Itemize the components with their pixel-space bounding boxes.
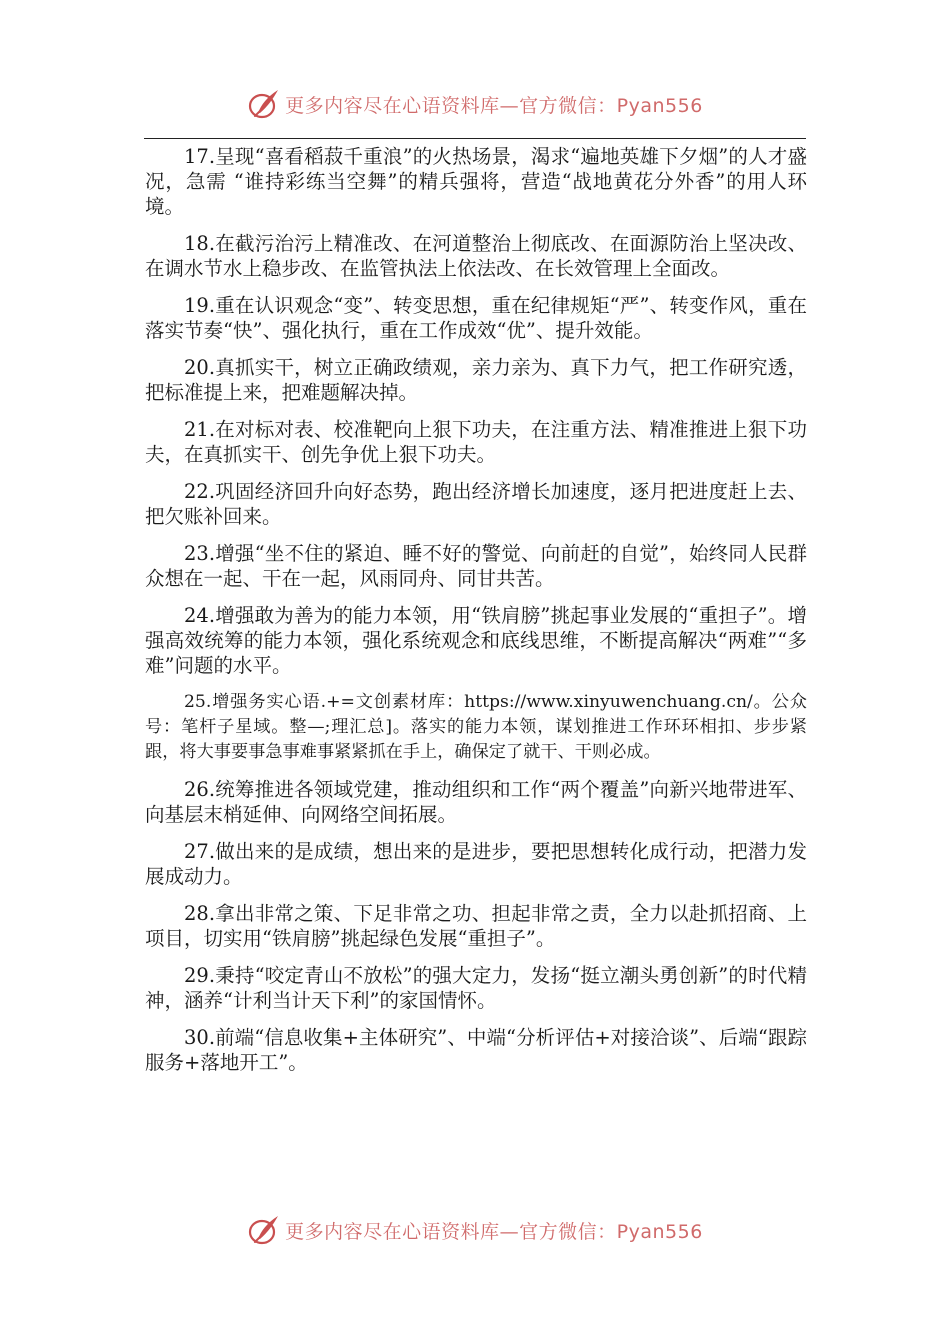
paragraph-19: 19.重在认识观念“变”、转变思想，重在纪律规矩“严”、转变作风，重在落实节奏“快”、强化执行，重在工作成效“优”、提升效能。: [145, 294, 807, 342]
paragraph-21: 21.在对标对表、校准靶向上狠下功夫，在注重方法、精准推进上狠下功夫，在真抓实干、创先争优上狠下功夫。: [145, 418, 807, 466]
header-divider: [144, 138, 806, 139]
paragraph-20: 20.真抓实干，树立正确政绩观，亲力亲为、真下力气，把工作研究透，把标准提上来，把难题解决掉。: [145, 356, 807, 404]
footer-banner-text: [285, 1217, 703, 1244]
paragraph-25: [145, 690, 807, 765]
header-banner: [0, 84, 950, 124]
paragraph-26: 26.统筹推进各领域党建，推动组织和工作“两个覆盖”向新兴地带进军、向基层末梢延伸、向网络空间拓展。: [145, 778, 807, 826]
document-body: [145, 144, 807, 1087]
paragraph-17: 17.呈现“喜看稻菽千重浪”的火热场景，渴求“遍地英雄下夕烟”的人才盛况，急需 “谁持彩练当空舞”的精兵强将，营造“战地黄花分外香”的用人环境。: [145, 145, 807, 218]
footer-wechat-id: Pyan556: [616, 1220, 703, 1243]
paragraph-30: 30.前端“信息收集+主体研究”、中端“分析评估+对接洽谈”、后端“跟踪服务+落地开工”。: [145, 1026, 807, 1074]
paragraph-27: 27.做出来的是成绩，想出来的是进步，要把思想转化成行动，把潜力发展成动力。: [145, 840, 807, 888]
header-banner-text: [285, 91, 703, 118]
paragraph-25-text: 25.增强务实心语.+=文创素材库：https://www.xinyuwenchuang.cn/。公众号：笔杆子星域。整—;理汇总]。落实的能力本领，谋划推进工作环环相扣、步步紧跟，将大事要事急事难事紧紧抓在手上，确保定了就干、干则必成。: [145, 692, 807, 762]
footer-banner-main: 更多内容尽在心语资料库—官方微信：: [285, 1220, 617, 1243]
footer-banner: [0, 1210, 950, 1250]
paragraph-23: 23.增强“坐不住的紧迫、睡不好的警觉、向前赶的自觉”，始终同人民群众想在一起、干在一起，风雨同舟、同甘共苦。: [145, 542, 807, 590]
quill-pen-logo-icon: [247, 1213, 281, 1247]
paragraph-24: 24.增强敢为善为的能力本领，用“铁肩膀”挑起事业发展的“重担子”。增强高效统筹的能力本领，强化系统观念和底线思维，不断提高解决“两难”“多难”问题的水平。: [145, 604, 807, 677]
header-banner-main: 更多内容尽在心语资料库—官方微信：: [285, 94, 617, 117]
paragraph-29: 29.秉持“咬定青山不放松”的强大定力，发扬“挺立潮头勇创新”的时代精神，涵养“计利当计天下利”的家国情怀。: [145, 964, 807, 1012]
paragraph-18: 18.在截污治污上精准改、在河道整治上彻底改、在面源防治上坚决改、在调水节水上稳步改、在监管执法上依法改、在长效管理上全面改。: [145, 232, 807, 280]
quill-pen-logo-icon: [247, 87, 281, 121]
paragraph-22: 22.巩固经济回升向好态势，跑出经济增长加速度，逐月把进度赶上去、把欠账补回来。: [145, 480, 807, 528]
header-wechat-id: Pyan556: [616, 94, 703, 117]
paragraph-28: 28.拿出非常之策、下足非常之功、担起非常之责，全力以赴抓招商、上项目，切实用“铁肩膀”挑起绿色发展“重担子”。: [145, 902, 807, 950]
